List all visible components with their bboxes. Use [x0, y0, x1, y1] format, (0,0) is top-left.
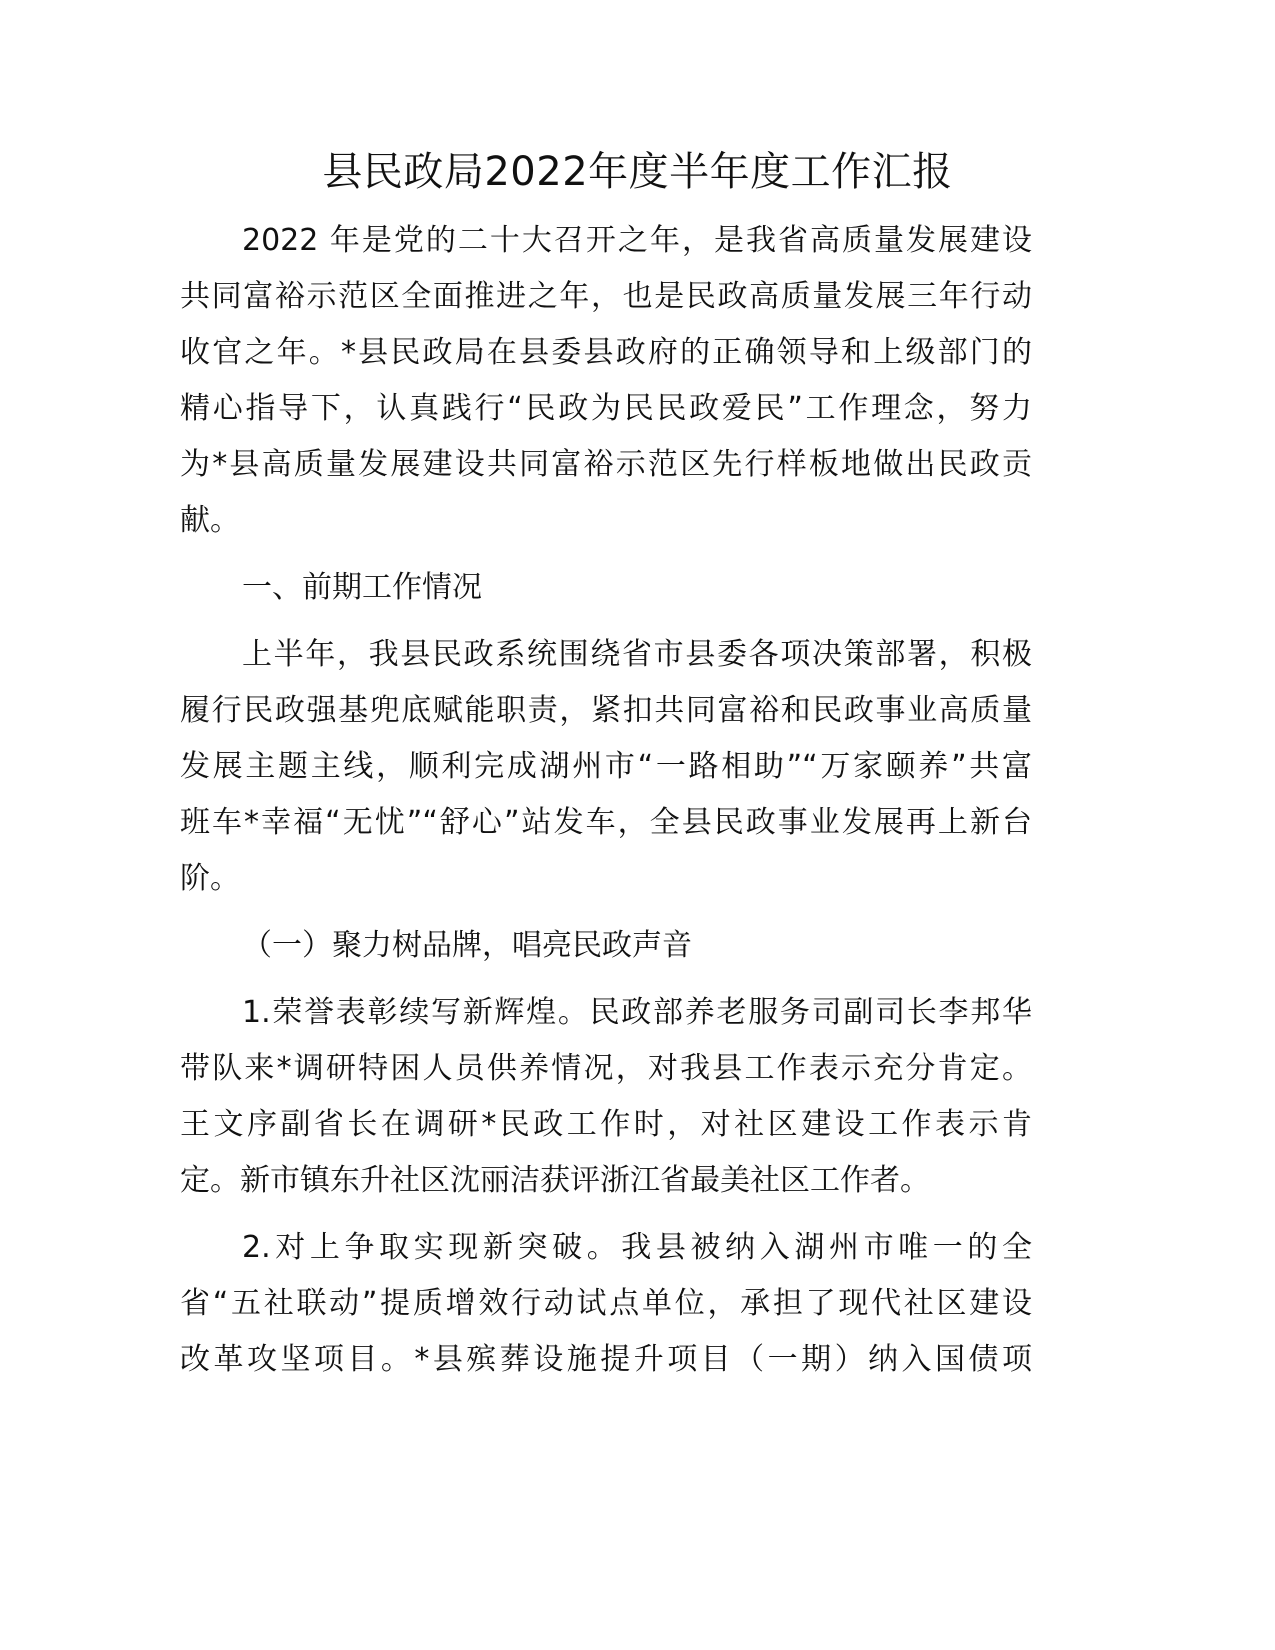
- document-title: 县民政局2022年度半年度工作汇报: [322, 149, 953, 195]
- text-line: 省“五社联动”提质增效行动试点单位，承担了现代社区建设: [180, 1286, 1032, 1321]
- text-line: 收官之年。*县民政局在县委县政府的正确领导和上级部门的: [180, 335, 1032, 370]
- section-heading: [180, 918, 1032, 974]
- paragraph: [180, 1220, 1032, 1388]
- text-line: （一）聚力树品牌，唱亮民政声音: [242, 928, 692, 963]
- paragraph: [180, 985, 1032, 1209]
- text-line: 一、前期工作情况: [242, 570, 482, 605]
- text-line: 改革攻坚项目。*县殡葬设施提升项目（一期）纳入国债项: [180, 1342, 1032, 1377]
- text-line: 共同富裕示范区全面推进之年，也是民政高质量发展三年行动: [180, 279, 1032, 314]
- text-line: 班车*幸福“无忧”“舒心”站发车，全县民政事业发展再上新台: [180, 805, 1032, 840]
- paragraph: [180, 213, 1032, 549]
- document-body: [180, 213, 1032, 1399]
- text-line: 2022 年是党的二十大召开之年，是我省高质量发展建设: [242, 223, 1032, 258]
- text-line: 为*县高质量发展建设共同富裕示范区先行样板地做出民政贡: [180, 447, 1032, 482]
- text-line: 发展主题主线，顺利完成湖州市“一路相助”“万家颐养”共富: [180, 749, 1032, 784]
- text-line: 带队来*调研特困人员供养情况，对我县工作表示充分肯定。: [180, 1051, 1032, 1086]
- text-line: 2.对上争取实现新突破。我县被纳入湖州市唯一的全: [242, 1230, 1032, 1265]
- text-line: 定。新市镇东升社区沈丽洁获评浙江省最美社区工作者。: [180, 1163, 930, 1198]
- text-line: 履行民政强基兜底赋能职责，紧扣共同富裕和民政事业高质量: [180, 693, 1032, 728]
- text-line: 阶。: [180, 861, 240, 896]
- paragraph: [180, 627, 1032, 907]
- text-line: 王文序副省长在调研*民政工作时，对社区建设工作表示肯: [180, 1107, 1032, 1142]
- text-line: 上半年，我县民政系统围绕省市县委各项决策部署，积极: [242, 637, 1032, 672]
- text-line: 1.荣誉表彰续写新辉煌。民政部养老服务司副司长李邦华: [242, 995, 1032, 1030]
- text-line: 精心指导下，认真践行“民政为民民政爱民”工作理念，努力: [180, 391, 1032, 426]
- section-heading: [180, 560, 1032, 616]
- text-line: 献。: [180, 503, 240, 538]
